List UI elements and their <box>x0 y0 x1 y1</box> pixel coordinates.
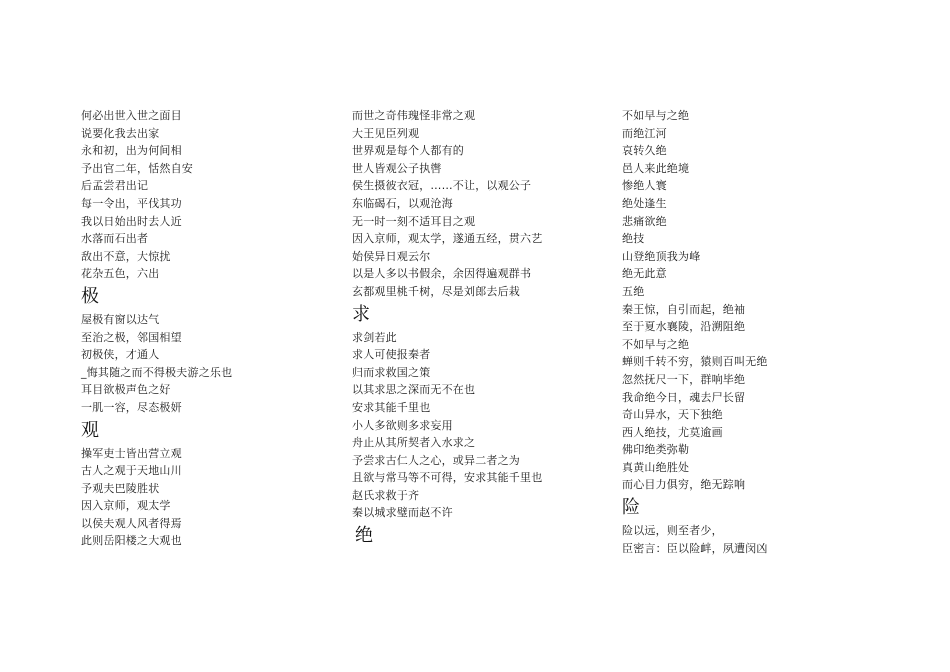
text-line: 我以日始出时去人近 <box>81 214 182 228</box>
section-heading: 极 <box>81 285 99 307</box>
text-line: 小人多欲则多求妄用 <box>352 418 453 432</box>
text-line: 后孟尝君出记 <box>81 179 149 193</box>
text-line: 绝技 <box>622 232 645 246</box>
text-line: 因入京师，观太学，遂通五经，贯六艺 <box>352 232 543 246</box>
text-line: 舟止从其所契者入水求之 <box>352 436 476 450</box>
text-line: 忽然抚尺一下，群响毕绝 <box>622 372 746 386</box>
text-line: 世界观是每个人都有的 <box>352 144 464 158</box>
text-line: 无一时一刻不适耳目之观 <box>352 214 476 228</box>
text-line: 求人可使报秦者 <box>352 348 431 362</box>
text-line: 险以远，则至者少， <box>622 524 723 538</box>
text-line: 说要化我去出家 <box>81 126 160 140</box>
text-line: 始侯异日观云尔 <box>352 249 431 263</box>
text-line: 予尝求古仁人之心，或异二者之为 <box>352 453 520 467</box>
text-line: 归而求救国之策 <box>352 365 431 379</box>
text-line: 惨绝人寰 <box>622 179 667 193</box>
text-line: 以侯夫观人风者得焉 <box>81 516 182 530</box>
text-line: 悲痛欲绝 <box>622 214 667 228</box>
text-line: 西人绝技，尤莫逾画 <box>622 425 723 439</box>
text-column-1 <box>81 107 331 550</box>
text-line: 绝处逢生 <box>622 196 667 210</box>
text-line: 何必出世入世之面目 <box>81 109 182 122</box>
text-line: 我命绝今日，魂去尸长留 <box>622 390 746 404</box>
text-line: 而世之奇伟瑰怪非常之观 <box>352 109 476 122</box>
text-line: 敌出不意，大惊扰 <box>81 249 171 263</box>
text-line: 耳目欲极声色之好 <box>81 383 171 397</box>
text-line: 至于夏水襄陵，沿溯阻绝 <box>622 320 746 334</box>
text-line: 奇山异水，天下独绝 <box>622 408 723 422</box>
text-line: 求剑若此 <box>352 330 397 344</box>
text-line: 玄都观里桃千树，尽是刘郎去后栽 <box>352 284 520 298</box>
text-line: 秦王惊，自引而起，绝袖 <box>622 302 746 316</box>
section-heading: 险 <box>622 497 640 519</box>
text-line: _悔其随之而不得极夫游之乐也 <box>81 365 233 379</box>
text-line: 古人之观于天地山川 <box>81 464 182 478</box>
text-line: 水落而石出者 <box>81 232 149 246</box>
text-line: 至治之极，邻国相望 <box>81 330 182 344</box>
section-heading: 观 <box>81 419 99 441</box>
text-line: 哀转久绝 <box>622 144 667 158</box>
text-column-3 <box>622 107 872 557</box>
text-line: 此则岳阳楼之大观也 <box>81 534 182 548</box>
text-line: 山登绝顶我为峰 <box>622 249 701 263</box>
text-line: 初极侠，才通人 <box>81 348 160 362</box>
text-line: 一肌一容，尽态极妍 <box>81 400 182 414</box>
section-heading: 绝 <box>355 525 373 547</box>
text-line: 操军吏士皆出营立观 <box>81 446 182 460</box>
text-line: 屋极有窗以达气 <box>81 312 160 326</box>
text-line: 以是人多以书假余，余因得遍观群书 <box>352 267 532 281</box>
text-line: 臣密言：臣以险衅，夙遭闵凶 <box>622 541 768 555</box>
text-line: 而绝江河 <box>622 126 667 140</box>
text-line: 予观夫巴陵胜状 <box>81 481 160 495</box>
text-line: 东临碣石，以观沧海 <box>352 196 453 210</box>
section-heading: 求 <box>352 303 370 325</box>
text-line: 以其求思之深而无不在也 <box>352 383 476 397</box>
text-line: 不如早与之绝 <box>622 109 690 122</box>
text-line: 赵氏求救于齐 <box>352 488 420 502</box>
text-line: 佛印绝类弥勒 <box>622 443 690 457</box>
text-line: 花杂五色，六出 <box>81 267 160 281</box>
text-line: 绝无此意 <box>622 267 667 281</box>
text-line: 予出官二年，恬然自安 <box>81 161 193 175</box>
text-line: 邑人来此绝境 <box>622 161 690 175</box>
text-line: 每一令出，平伐其功 <box>81 196 182 210</box>
text-line: 永和初，出为何间相 <box>81 144 182 158</box>
text-line: 真黄山绝胜处 <box>622 460 690 474</box>
text-line: 五绝 <box>622 284 645 298</box>
text-line: 安求其能千里也 <box>352 400 431 414</box>
text-column-2 <box>352 107 602 550</box>
text-line: 蝉则千转不穷，猿则百叫无绝 <box>622 355 768 369</box>
text-line: 而心目力俱穷，绝无踪响 <box>622 478 746 492</box>
text-line: 不如早与之绝 <box>622 337 690 351</box>
text-line: 侯生摄彼衣冠，……不让，以观公子 <box>352 179 532 193</box>
text-line: 因入京师，观太学 <box>81 499 171 513</box>
text-line: 秦以城求璧而赵不许 <box>352 506 453 520</box>
text-line: 大王见臣列观 <box>352 126 420 140</box>
text-line: 世人皆观公子执辔 <box>352 161 442 175</box>
text-line: 且欲与常马等不可得，安求其能千里也 <box>352 471 543 485</box>
